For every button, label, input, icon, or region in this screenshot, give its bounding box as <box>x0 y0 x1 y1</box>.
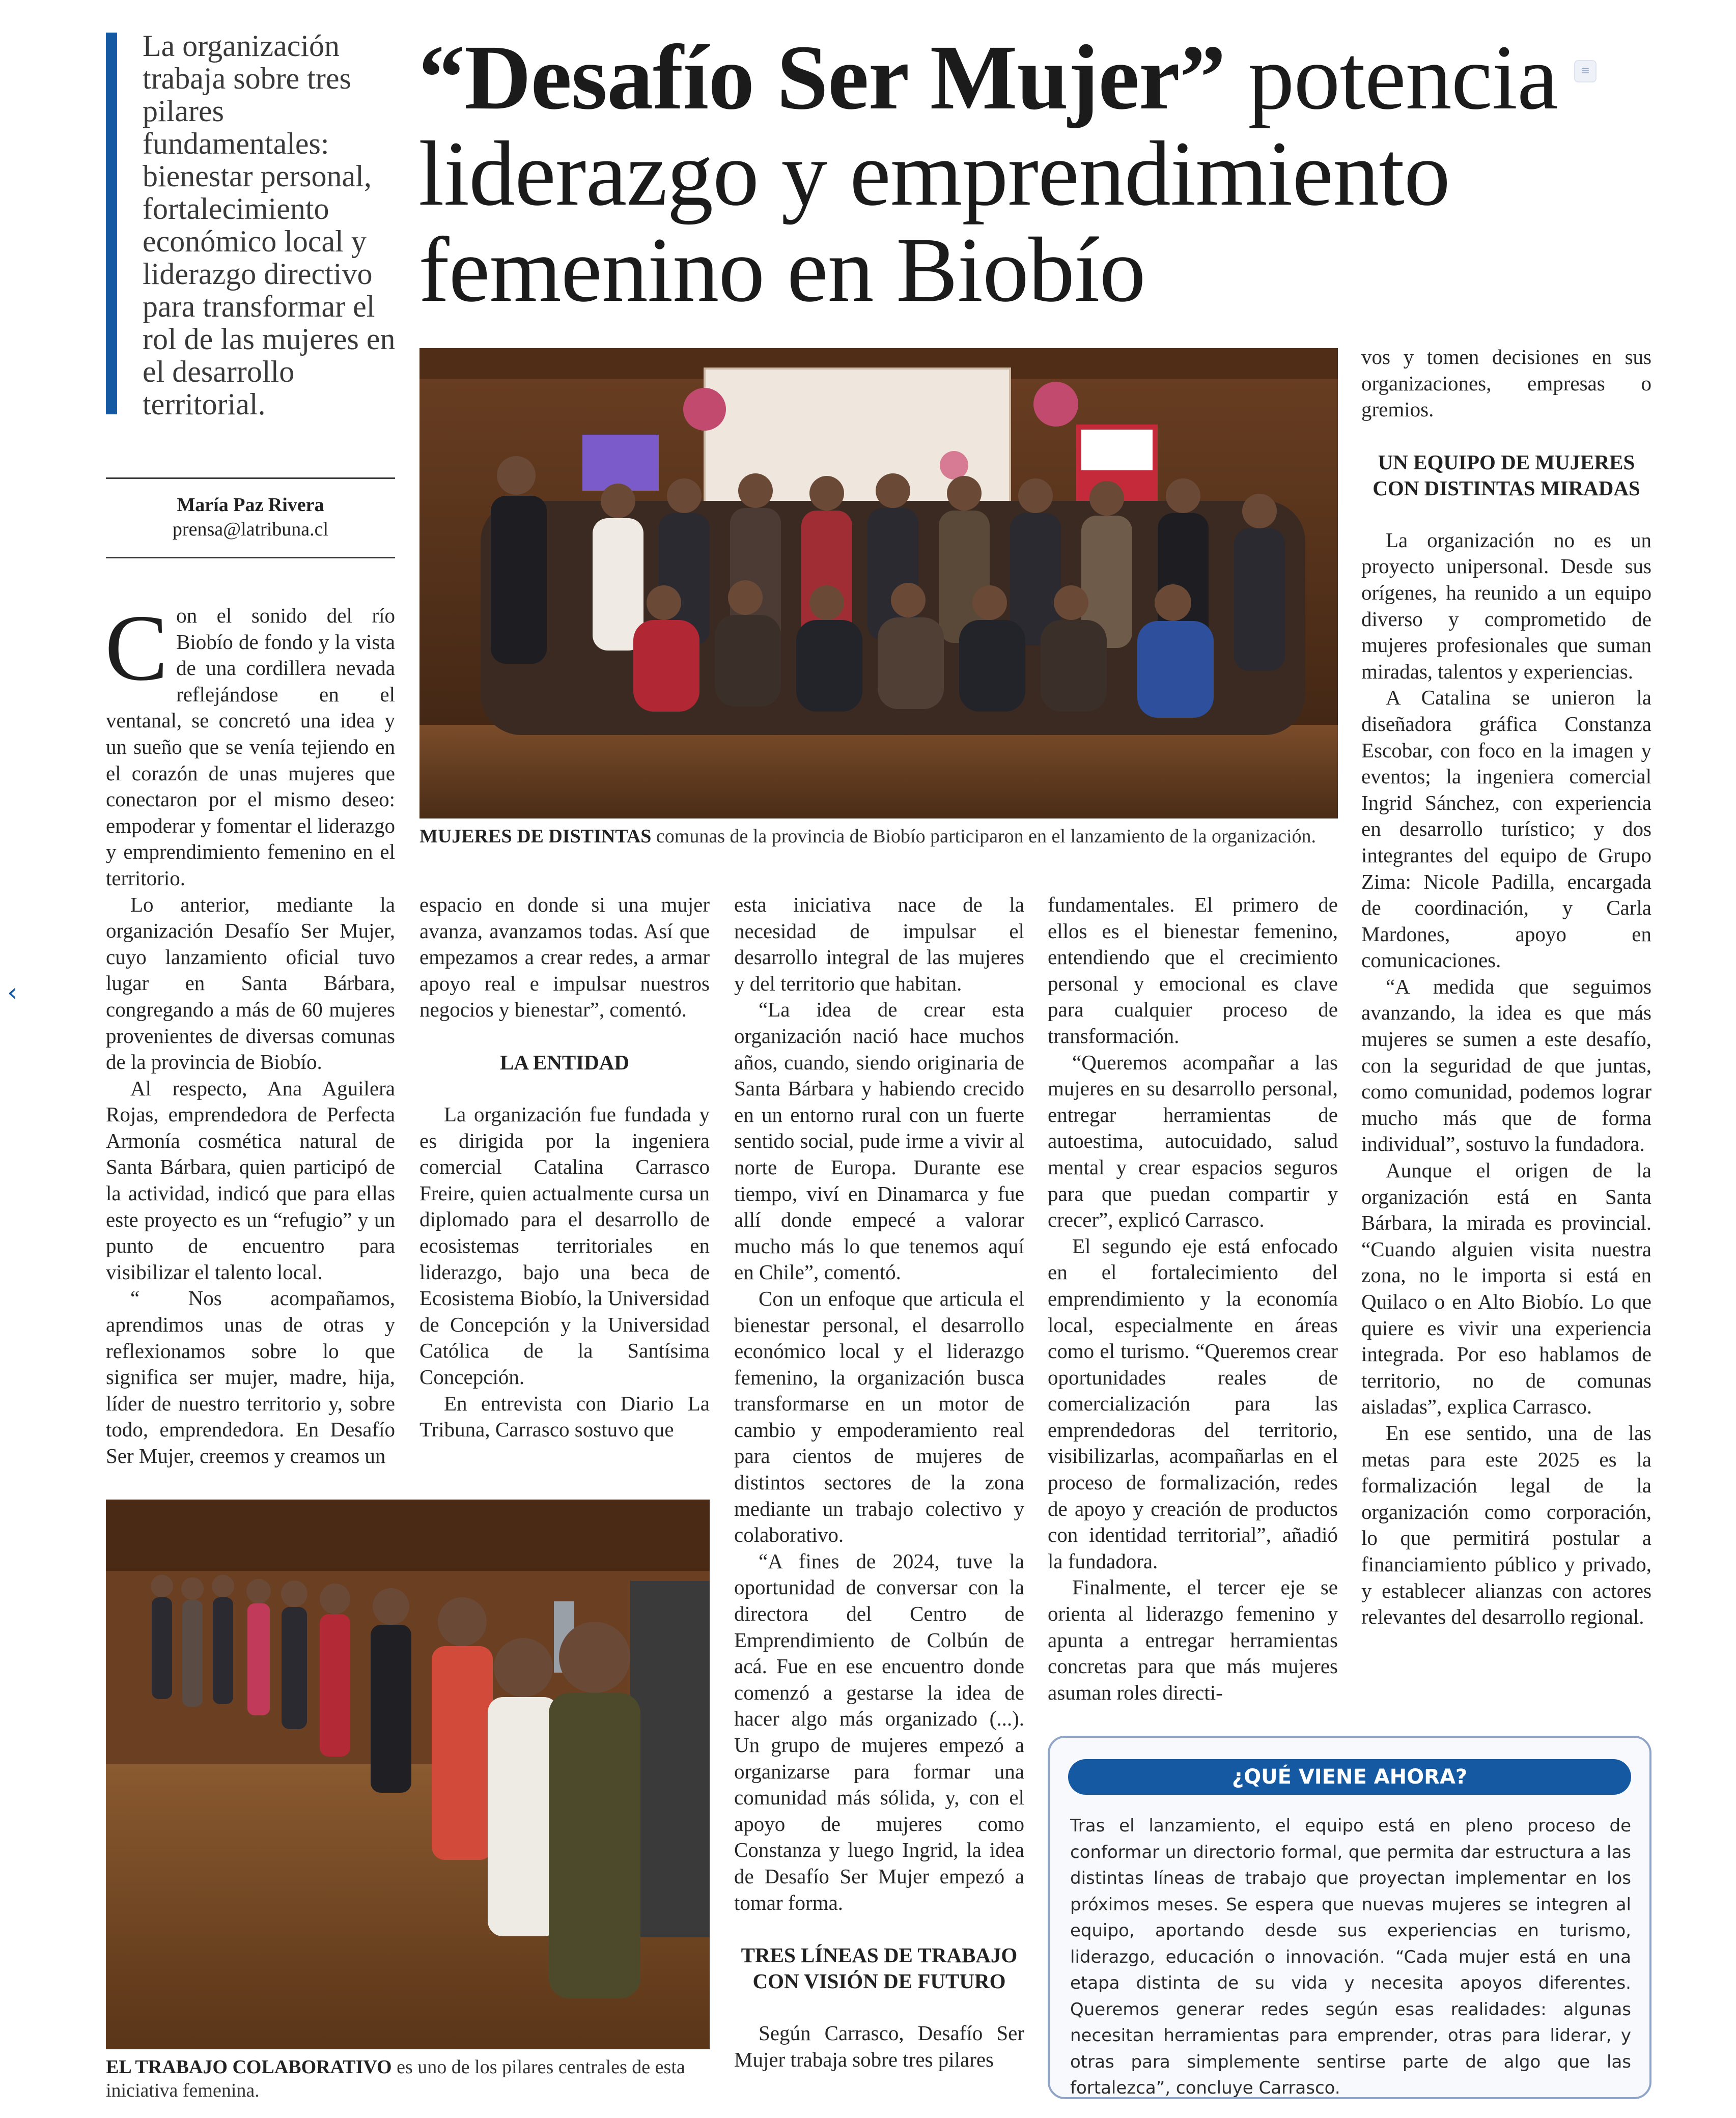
article-paragraph: La organización fue fundada y es dirigida por la ingeniera comercial Catalina Carrasco Freire, quien actualmente cursa un diplomado para el desarrollo de ecosistemas territoriales en liderazgo, bajo una beca de Ecosistema Biobío, la Universidad de Concepción y la Universidad Católica de la Santísima Concepción. <box>419 1102 710 1389</box>
article-paragraph: A Catalina se unieron la diseñadora gráfica Constanza Escobar, con foco en la imagen y eventos; la ingeniera comercial Ingrid Sánchez, con experiencia en desarrollo turístico; y dos integrantes del equipo de Grupo Zima: Nicole Padilla, encargada de coordinación, y Carla Mardones, apoyo en comunicaciones. <box>1361 686 1651 972</box>
article-paragraph: fundamentales. El primero de ellos es el bienestar femenino, entendiendo que el crecimiento personal y emocional es clave para cualquier proceso de transformación. <box>1048 893 1338 1048</box>
chevron-left-icon[interactable]: ‹ <box>7 977 18 1008</box>
pull-quote: La organización trabaja sobre tres pilares fundamentales: bienestar personal, fortalecimiento económico local y liderazgo directivo para transformar el rol de las mujeres en el desarrollo territorial. <box>143 29 396 421</box>
article-paragraph: “Queremos acompañar a las mujeres en su desarrollo personal, entregar herramientas de autoestima, autocuidado, salud mental y crear espacios seguros para que puedan compartir y crecer”, explicó Carrasco. <box>1048 1050 1338 1232</box>
article-paragraph: vos y tomen decisiones en sus organizaciones, empresas o gremios. <box>1361 345 1651 421</box>
photo1-caption <box>419 825 1338 848</box>
section-heading: LA ENTIDAD <box>499 1050 630 1074</box>
article-paragraph: espacio en donde si una mujer avanza, avanzamos todas. Así que empezamos a crear redes, a armar apoyo real e impulsar nuestros negocios y bienestar”, comentó. <box>419 893 710 1022</box>
byline-rule-top <box>106 477 395 479</box>
photo2-caption-lead: EL TRABAJO COLABORATIVO <box>106 2056 392 2078</box>
article-paragraph: Finalmente, el tercer eje se orienta al liderazgo femenino y apunta a entregar herramientas concretas para que más mujeres asuman roles directi- <box>1048 1575 1338 1704</box>
headline-rest: potencia liderazgo y emprendimiento femenino en Biobío <box>418 26 1558 321</box>
menu-icon[interactable]: ≡ <box>1574 60 1597 82</box>
article-paragraph <box>105 596 395 892</box>
group-photo <box>419 348 1338 818</box>
body-column-5 <box>1361 344 1651 1630</box>
quote-accent-bar <box>106 33 117 414</box>
byline-author: María Paz Rivera <box>177 494 324 516</box>
headline <box>418 26 1584 321</box>
body-column-2 <box>419 892 710 1443</box>
section-heading: TRES LÍNEAS DE TRABAJO CON VISIÓN DE FUTURO <box>741 1943 1018 1993</box>
photo2-caption <box>106 2055 710 2102</box>
article-paragraph: Lo anterior, mediante la organización Desafío Ser Mujer, cuyo lanzamiento oficial tuvo lugar en Santa Bárbara, congregando a más de 60 mujeres provenientes de diversas comunas de la provincia de Biobío. <box>106 892 395 1074</box>
byline-email: prensa@latribuna.cl <box>172 519 329 540</box>
body-column-3 <box>734 892 1024 2073</box>
drop-cap: C <box>105 596 169 700</box>
info-box-title: ¿QUÉ VIENE AHORA? <box>1068 1759 1631 1795</box>
group-photo-illustration <box>419 348 1338 818</box>
article-paragraph: En ese sentido, una de las metas para este 2025 es la formalización legal de la organización como corporación, lo que permitirá postular a financiamiento público y privado, y establecer alianzas con actores relevantes del desarrollo regional. <box>1361 1421 1651 1629</box>
collaborative-photo-illustration <box>106 1500 710 2049</box>
article-paragraph: “A medida que seguimos avanzando, la idea es que más mujeres se sumen a este desafío, con la seguridad de que juntas, como comunidad, podemos lograr mucho más que de forma individual”, sostuvo la fundadora. <box>1361 974 1651 1156</box>
article-paragraph: esta iniciativa nace de la necesidad de impulsar el desarrollo integral de las mujeres y del territorio que habitan. <box>734 893 1024 995</box>
article-paragraph: Según Carrasco, Desafío Ser Mujer trabaja sobre tres pilares <box>734 2021 1024 2071</box>
collaborative-photo <box>106 1500 710 2049</box>
body-column-1 <box>105 596 395 1470</box>
paragraph-text: on el sonido del río Biobío de fondo y la vista de una cordillera nevada reflejándose en el ventanal, se concretó una idea y un sueño que se venía tejiendo en el corazón de unas mujeres que conectaron por el mismo deseo: empoderar y fomentar el liderazgo y emprendimiento femenino en el territorio. <box>106 604 395 890</box>
article-paragraph: “La idea de crear esta organización nació hace muchos años, cuando, siendo originaria de Santa Bárbara y habiendo crecido en un entorno rural con un fuerte sentido social, pude irme a vivir al norte de Europa. Durante ese tiempo, viví en Dinamarca y fue allí donde empecé a valorar mucho más lo que tenemos aquí en Chile”, comentó. <box>734 998 1024 1284</box>
article-paragraph: Aunque el origen de la organización está en Santa Bárbara, la mirada es provincial. “Cuando alguien visita nuestra zona, no le importa si está en Quilaco o en Alto Biobío. Lo que quiere es vivir una experiencia integrada. Por eso hablamos de territorio, no de comunas aisladas”, explica Carrasco. <box>1361 1159 1651 1419</box>
info-box-text: Tras el lanzamiento, el equipo está en pleno proceso de conformar un directorio formal, que permita dar estructura a las distintas líneas de trabajo que proyectan implementar en los próximos meses. Se espera que nuevas mujeres se integren al equipo, aportando desde sus experiencias en turismo, liderazgo, educación o innovación. “Cada mujer está en una etapa distinta de su vida y necesita apoyos diferentes. Queremos generar redes según esas realidades: algunas necesitan herramientas para emprender, otras para liderar, y otras para simplemente sentirse parte de algo que las fortalezca”, concluye Carrasco. <box>1070 1816 1631 2098</box>
photo1-caption-lead: MUJERES DE DISTINTAS <box>419 826 652 847</box>
photo1-caption-text: comunas de la provincia de Biobío participaron en el lanzamiento de la organización. <box>651 826 1317 847</box>
info-box <box>1048 1736 1651 2099</box>
photo2-caption-text: es uno de los pilares centrales de esta iniciativa femenina. <box>106 2056 685 2101</box>
article-paragraph: “A fines de 2024, tuve la oportunidad de conversar con la directora del Centro de Emprendimiento de Colbún de acá. Fue en ese encuentro donde comenzó a gestarse la idea de hacer algo más organizado (...). Un grupo de mujeres empezó a organizarse para formar una comunidad más sólida, y, con el apoyo de mujeres como Constanza y luego Ingrid, la idea de Desafío Ser Mujer empezó a tomar forma. <box>734 1549 1024 1914</box>
byline-rule-bottom <box>106 557 395 558</box>
article-paragraph: Con un enfoque que articula el bienestar personal, el desarrollo económico local y el liderazgo femenino, la organización busca transformarse en un motor de cambio y empoderamiento real para cientos de mujeres de distintos sectores de la zona mediante un trabajo colectivo y colaborativo. <box>734 1286 1024 1547</box>
article-paragraph: El segundo eje está enfocado en el fortalecimiento del emprendimiento y la economía local, especialmente en áreas como el turismo. “Queremos crear oportunidades reales de comercialización para las emprendedoras del territorio, visibilizarlas, acompañarlas en el proceso de formalización, redes de apoyo y creación de productos con identidad territorial”, añadió la fundadora. <box>1048 1234 1338 1573</box>
article-paragraph: La organización no es un proyecto unipersonal. Desde sus orígenes, ha reunido a un equipo diverso y comprometido de mujeres profesionales que suman miradas, talentos y experiencias. <box>1361 528 1651 683</box>
headline-bold: “Desafío Ser Mujer” <box>418 26 1225 129</box>
article-paragraph: Al respecto, Ana Aguilera Rojas, emprendedora de Perfecta Armonía cosmética natural de Santa Bárbara, quien participó de la actividad, indicó que para ellas este proyecto es un “refugio” y un punto de encuentro para visibilizar el talento local. <box>106 1076 395 1284</box>
section-heading: UN EQUIPO DE MUJERES CON DISTINTAS MIRADAS <box>1373 450 1640 500</box>
article-paragraph: “ Nos acompañamos, aprendimos unas de otras y reflexionamos sobre lo que significa ser mujer, madre, hija, líder de nuestro territorio y, sobre todo, emprendedora. En Desafío Ser Mujer, creemos y creamos un <box>106 1286 395 1467</box>
body-column-4 <box>1048 892 1338 1706</box>
article-paragraph: En entrevista con Diario La Tribuna, Carrasco sostuvo que <box>419 1391 710 1442</box>
